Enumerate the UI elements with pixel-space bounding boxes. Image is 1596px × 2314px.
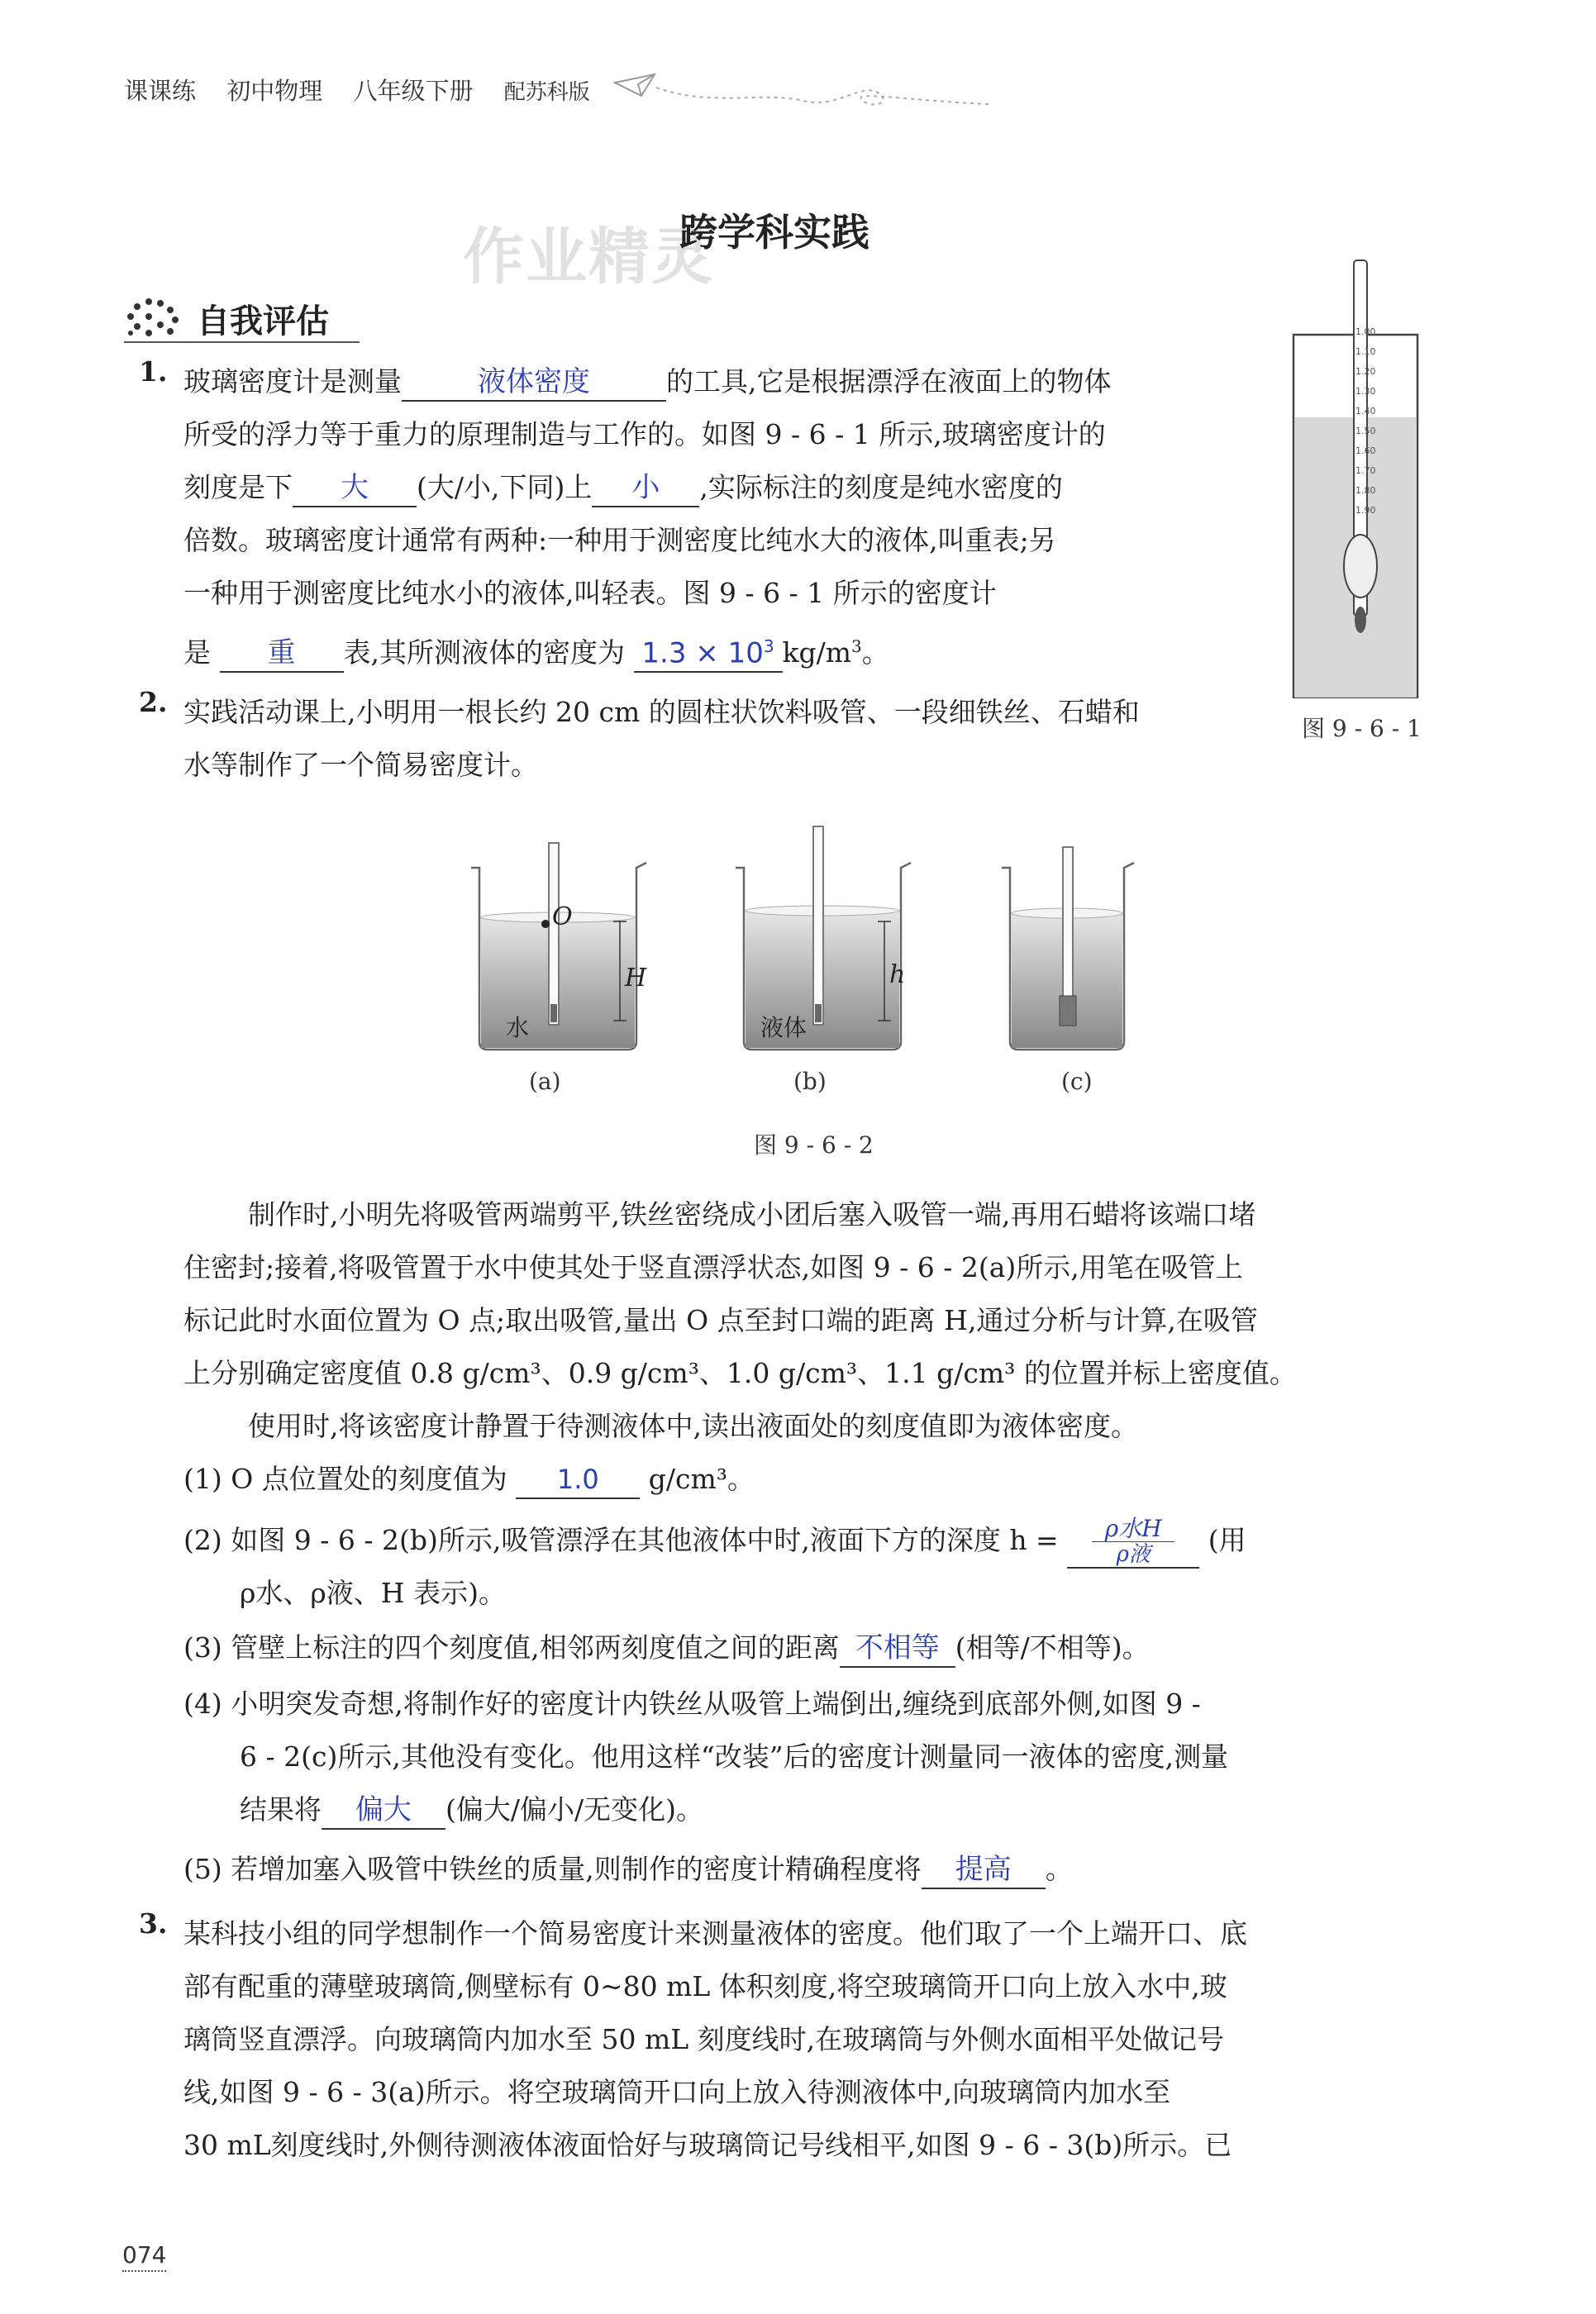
text: 1.3 × 10 <box>641 636 764 669</box>
q1-line <box>183 620 889 679</box>
scale-label: 1.10 <box>1355 346 1376 357</box>
text: (用 <box>1208 1524 1246 1556</box>
edition-name: 配苏科版 <box>503 80 590 105</box>
text: 3 <box>763 636 774 656</box>
text: 3 <box>851 636 862 656</box>
watermark: 作业精灵 <box>463 221 714 293</box>
text: 的工具,它是根据漂浮在液面上的物体 <box>666 365 1112 398</box>
question-number: 3. <box>139 1907 168 1940</box>
q3-line: 30 mL刻度线时,外侧待测液体液面恰好与玻璃筒记号线相平,如图 9 - 6 - 3(b)所示。已 <box>183 2129 1232 2161</box>
q2-sub-3 <box>183 1621 1150 1674</box>
q2-paragraph: 住密封;接着,将吸管置于水中使其处于竖直漂浮状态,如图 9 - 6 - 2(a)所示,用笔在吸管上 <box>183 1251 1243 1283</box>
answer-blank: 重 <box>220 635 344 673</box>
q3-line: 线,如图 9 - 6 - 3(a)所示。将空玻璃筒开口向上放入待测液体中,向玻璃筒内加水至 <box>183 2076 1171 2108</box>
q2-sub-1 <box>183 1453 755 1506</box>
text: 是 <box>183 636 211 669</box>
q3-line: 璃筒竖直漂浮。向玻璃筒内加水至 50 mL 刻度线时,在玻璃筒与外侧水面相平处做记号 <box>183 2023 1225 2055</box>
subject-name: 初中物理 <box>226 77 323 105</box>
text: 。 <box>1045 1853 1073 1885</box>
label-o: O <box>552 902 573 931</box>
scale-label: 1.90 <box>1355 505 1376 516</box>
scale-label: 1.00 <box>1355 326 1376 337</box>
q2-sub-4: 6 - 2(c)所示,其他没有变化。他用这样“改装”后的密度计测量同一液体的密度,测量 <box>240 1740 1229 1773</box>
text: 。 <box>861 636 889 669</box>
section-underline <box>124 341 360 343</box>
answer-blank: 小 <box>592 469 699 507</box>
subfigure-c-caption: (c) <box>1061 1068 1093 1095</box>
q2-sub-4 <box>240 1783 703 1836</box>
q1-line <box>183 355 1112 408</box>
page-title: 跨学科实践 <box>679 210 869 255</box>
paper-plane-icon <box>613 58 993 116</box>
answer-blank: 1.0 <box>516 1461 640 1499</box>
q2-sub-4: (4) 小明突发奇想,将制作好的密度计内铁丝从吸管上端倒出,缠绕到底部外侧,如图 9 - <box>183 1688 1201 1720</box>
q2-line: 水等制作了一个简易密度计。 <box>183 749 538 781</box>
question-number: 1. <box>139 355 168 388</box>
answer-blank: 液体密度 <box>402 364 666 402</box>
label-water: 水 <box>506 1014 530 1041</box>
text: (相等/不相等)。 <box>955 1631 1150 1664</box>
question-number: 2. <box>139 686 168 718</box>
book-name: 课课练 <box>124 77 197 105</box>
scale-label: 1.20 <box>1355 366 1376 377</box>
text: 表,其所测液体的密度为 <box>343 636 625 669</box>
text: kg/m <box>782 636 852 669</box>
page-header <box>124 73 613 107</box>
figure-caption: 图 9 - 6 - 1 <box>1302 715 1422 742</box>
answer-blank: 不相等 <box>840 1630 955 1668</box>
fraction-denominator: ρ液 <box>1116 1541 1151 1567</box>
scale-label: 1.30 <box>1355 386 1376 397</box>
q1-line: 所受的浮力等于重力的原理制造与工作的。如图 9 - 6 - 1 所示,玻璃密度计的 <box>183 418 1106 450</box>
q2-sub-2-cont: ρ水、ρ液、H 表示)。 <box>240 1577 506 1609</box>
dots-icon <box>124 295 182 341</box>
scale-label: 1.80 <box>1355 485 1376 496</box>
answer-blank: 偏大 <box>322 1792 445 1830</box>
text: 玻璃密度计是测量 <box>183 365 402 398</box>
answer-blank: 大 <box>293 469 417 507</box>
text: (1) O 点位置处的刻度值为 <box>183 1463 507 1495</box>
figure-caption: 图 9 - 6 - 2 <box>754 1131 874 1159</box>
q3-line: 部有配重的薄壁玻璃筒,侧壁标有 0~80 mL 体积刻度,将空玻璃筒开口向上放入水中,玻 <box>183 1970 1227 2002</box>
q2-line: 实践活动课上,小明用一根长约 20 cm 的圆柱状饮料吸管、一段细铁丝、石蜡和 <box>183 696 1140 728</box>
answer-blank: 提高 <box>922 1851 1046 1889</box>
text: (5) 若增加塞入吸管中铁丝的质量,则制作的密度计精确程度将 <box>183 1853 922 1885</box>
text: (大/小,下同)上 <box>417 471 593 503</box>
answer-blank <box>634 628 783 673</box>
text: (3) 管壁上标注的四个刻度值,相邻两刻度值之间的距离 <box>183 1631 840 1664</box>
scale-label: 1.60 <box>1355 445 1376 456</box>
beaker-a <box>471 843 646 1050</box>
page-number: 074 <box>122 2241 166 2272</box>
q1-line: 一种用于测密度比纯水小的液体,叫轻表。图 9 - 6 - 1 所示的密度计 <box>183 577 997 609</box>
q2-sub-2 <box>183 1514 1246 1569</box>
answer-fraction <box>1067 1516 1199 1569</box>
text: ,实际标注的刻度是纯水密度的 <box>699 471 1063 503</box>
text: g/cm³。 <box>648 1463 755 1495</box>
fraction-numerator: ρ水H <box>1092 1516 1174 1542</box>
grade-name: 八年级下册 <box>353 77 474 105</box>
text: 刻度是下 <box>183 471 293 503</box>
label-h-upper: H <box>625 964 647 993</box>
q3-line: 某科技小组的同学想制作一个简易密度计来测量液体的密度。他们取了一个上端开口、底 <box>183 1917 1247 1950</box>
scale-label: 1.70 <box>1355 465 1376 476</box>
scale-label: 1.50 <box>1355 426 1376 436</box>
q2-paragraph: 使用时,将该密度计静置于待测液体中,读出液面处的刻度值即为液体密度。 <box>248 1410 1138 1442</box>
q2-paragraph: 制作时,小明先将吸管两端剪平,铁丝密绕成小团后塞入吸管一端,再用石蜡将该端口堵 <box>248 1198 1256 1231</box>
q1-line <box>183 461 1063 514</box>
text: 结果将 <box>240 1793 322 1826</box>
q2-paragraph: 上分别确定密度值 0.8 g/cm³、0.9 g/cm³、1.0 g/cm³、1.1 g/cm³ 的位置并标上密度值。 <box>183 1357 1297 1389</box>
subfigure-b-caption: (b) <box>793 1068 827 1095</box>
figure-hydrometer <box>1289 252 1430 698</box>
q1-line: 倍数。玻璃密度计通常有两种:一种用于测密度比纯水大的液体,叫重表;另 <box>183 524 1056 556</box>
scale-label: 1.40 <box>1355 406 1376 417</box>
beaker-c <box>1000 847 1141 1050</box>
section-label: 自我评估 <box>197 302 329 340</box>
subfigure-a-caption: (a) <box>529 1068 561 1095</box>
label-h-lower: h <box>889 960 906 989</box>
q2-sub-5 <box>183 1843 1073 1896</box>
label-liquid: 液体 <box>760 1014 808 1041</box>
text: (偏大/偏小/无变化)。 <box>445 1793 703 1826</box>
q2-paragraph: 标记此时水面位置为 O 点;取出吸管,量出 O 点至封口端的距离 H,通过分析与计算,在吸管 <box>183 1304 1258 1336</box>
text: (2) 如图 9 - 6 - 2(b)所示,吸管漂浮在其他液体中时,液面下方的深度 h = <box>183 1524 1059 1556</box>
